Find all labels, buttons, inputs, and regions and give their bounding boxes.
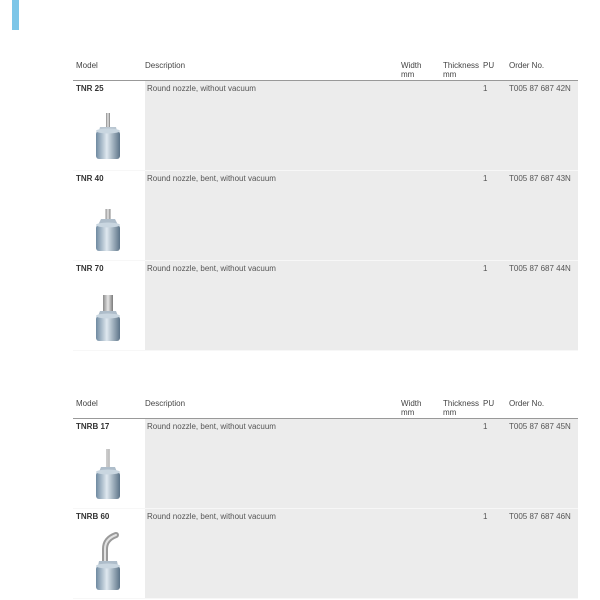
pu-value: 1 <box>483 174 488 183</box>
table-row <box>73 509 578 599</box>
order-number: T005 87 687 45N <box>509 422 571 431</box>
model-name: TNR 25 <box>76 84 104 93</box>
product-table-1 <box>73 58 578 351</box>
order-number: T005 87 687 43N <box>509 174 571 183</box>
bent-nozzle-image <box>88 531 128 593</box>
description: Round nozzle, bent, without vacuum <box>147 512 276 521</box>
model-name: TNR 40 <box>76 174 104 183</box>
description: Round nozzle, bent, without vacuum <box>147 422 276 431</box>
column-header-pu: PU <box>483 399 495 408</box>
column-header-model: Model <box>76 399 98 408</box>
pu-value: 1 <box>483 264 488 273</box>
column-header-pu: PU <box>483 61 495 70</box>
pu-value: 1 <box>483 512 488 521</box>
description: Round nozzle, bent, without vacuum <box>147 174 276 183</box>
model-name: TNRB 60 <box>76 512 110 521</box>
accent-bar <box>12 0 19 30</box>
model-name: TNR 70 <box>76 264 104 273</box>
table-header <box>73 58 578 81</box>
table-row <box>73 171 578 261</box>
row-shade <box>145 81 578 170</box>
model-name: TNRB 17 <box>76 422 110 431</box>
table-row <box>73 81 578 171</box>
straight-nozzle-thin-image <box>88 441 128 503</box>
column-header-order-no: Order No. <box>509 399 545 408</box>
description: Round nozzle, without vacuum <box>147 84 256 93</box>
order-number: T005 87 687 46N <box>509 512 571 521</box>
straight-nozzle-wide-image <box>88 283 128 345</box>
product-table-2 <box>73 396 578 599</box>
straight-nozzle-image <box>88 193 128 255</box>
table-row <box>73 419 578 509</box>
row-shade <box>145 261 578 350</box>
table-row <box>73 261 578 351</box>
column-header-width: Width mm <box>401 399 422 417</box>
row-shade <box>145 419 578 508</box>
column-header-model: Model <box>76 61 98 70</box>
pu-value: 1 <box>483 84 488 93</box>
row-shade <box>145 509 578 598</box>
column-header-description: Description <box>145 399 186 408</box>
column-header-width: Width mm <box>401 61 422 79</box>
column-header-description: Description <box>145 61 186 70</box>
row-shade <box>145 171 578 260</box>
column-header-thickness: Thickness mm <box>443 61 480 79</box>
table-header <box>73 396 578 419</box>
description: Round nozzle, bent, without vacuum <box>147 264 276 273</box>
pu-value: 1 <box>483 422 488 431</box>
order-number: T005 87 687 42N <box>509 84 571 93</box>
column-header-order-no: Order No. <box>509 61 545 70</box>
column-header-thickness: Thickness mm <box>443 399 480 417</box>
order-number: T005 87 687 44N <box>509 264 571 273</box>
straight-nozzle-image <box>88 103 128 165</box>
